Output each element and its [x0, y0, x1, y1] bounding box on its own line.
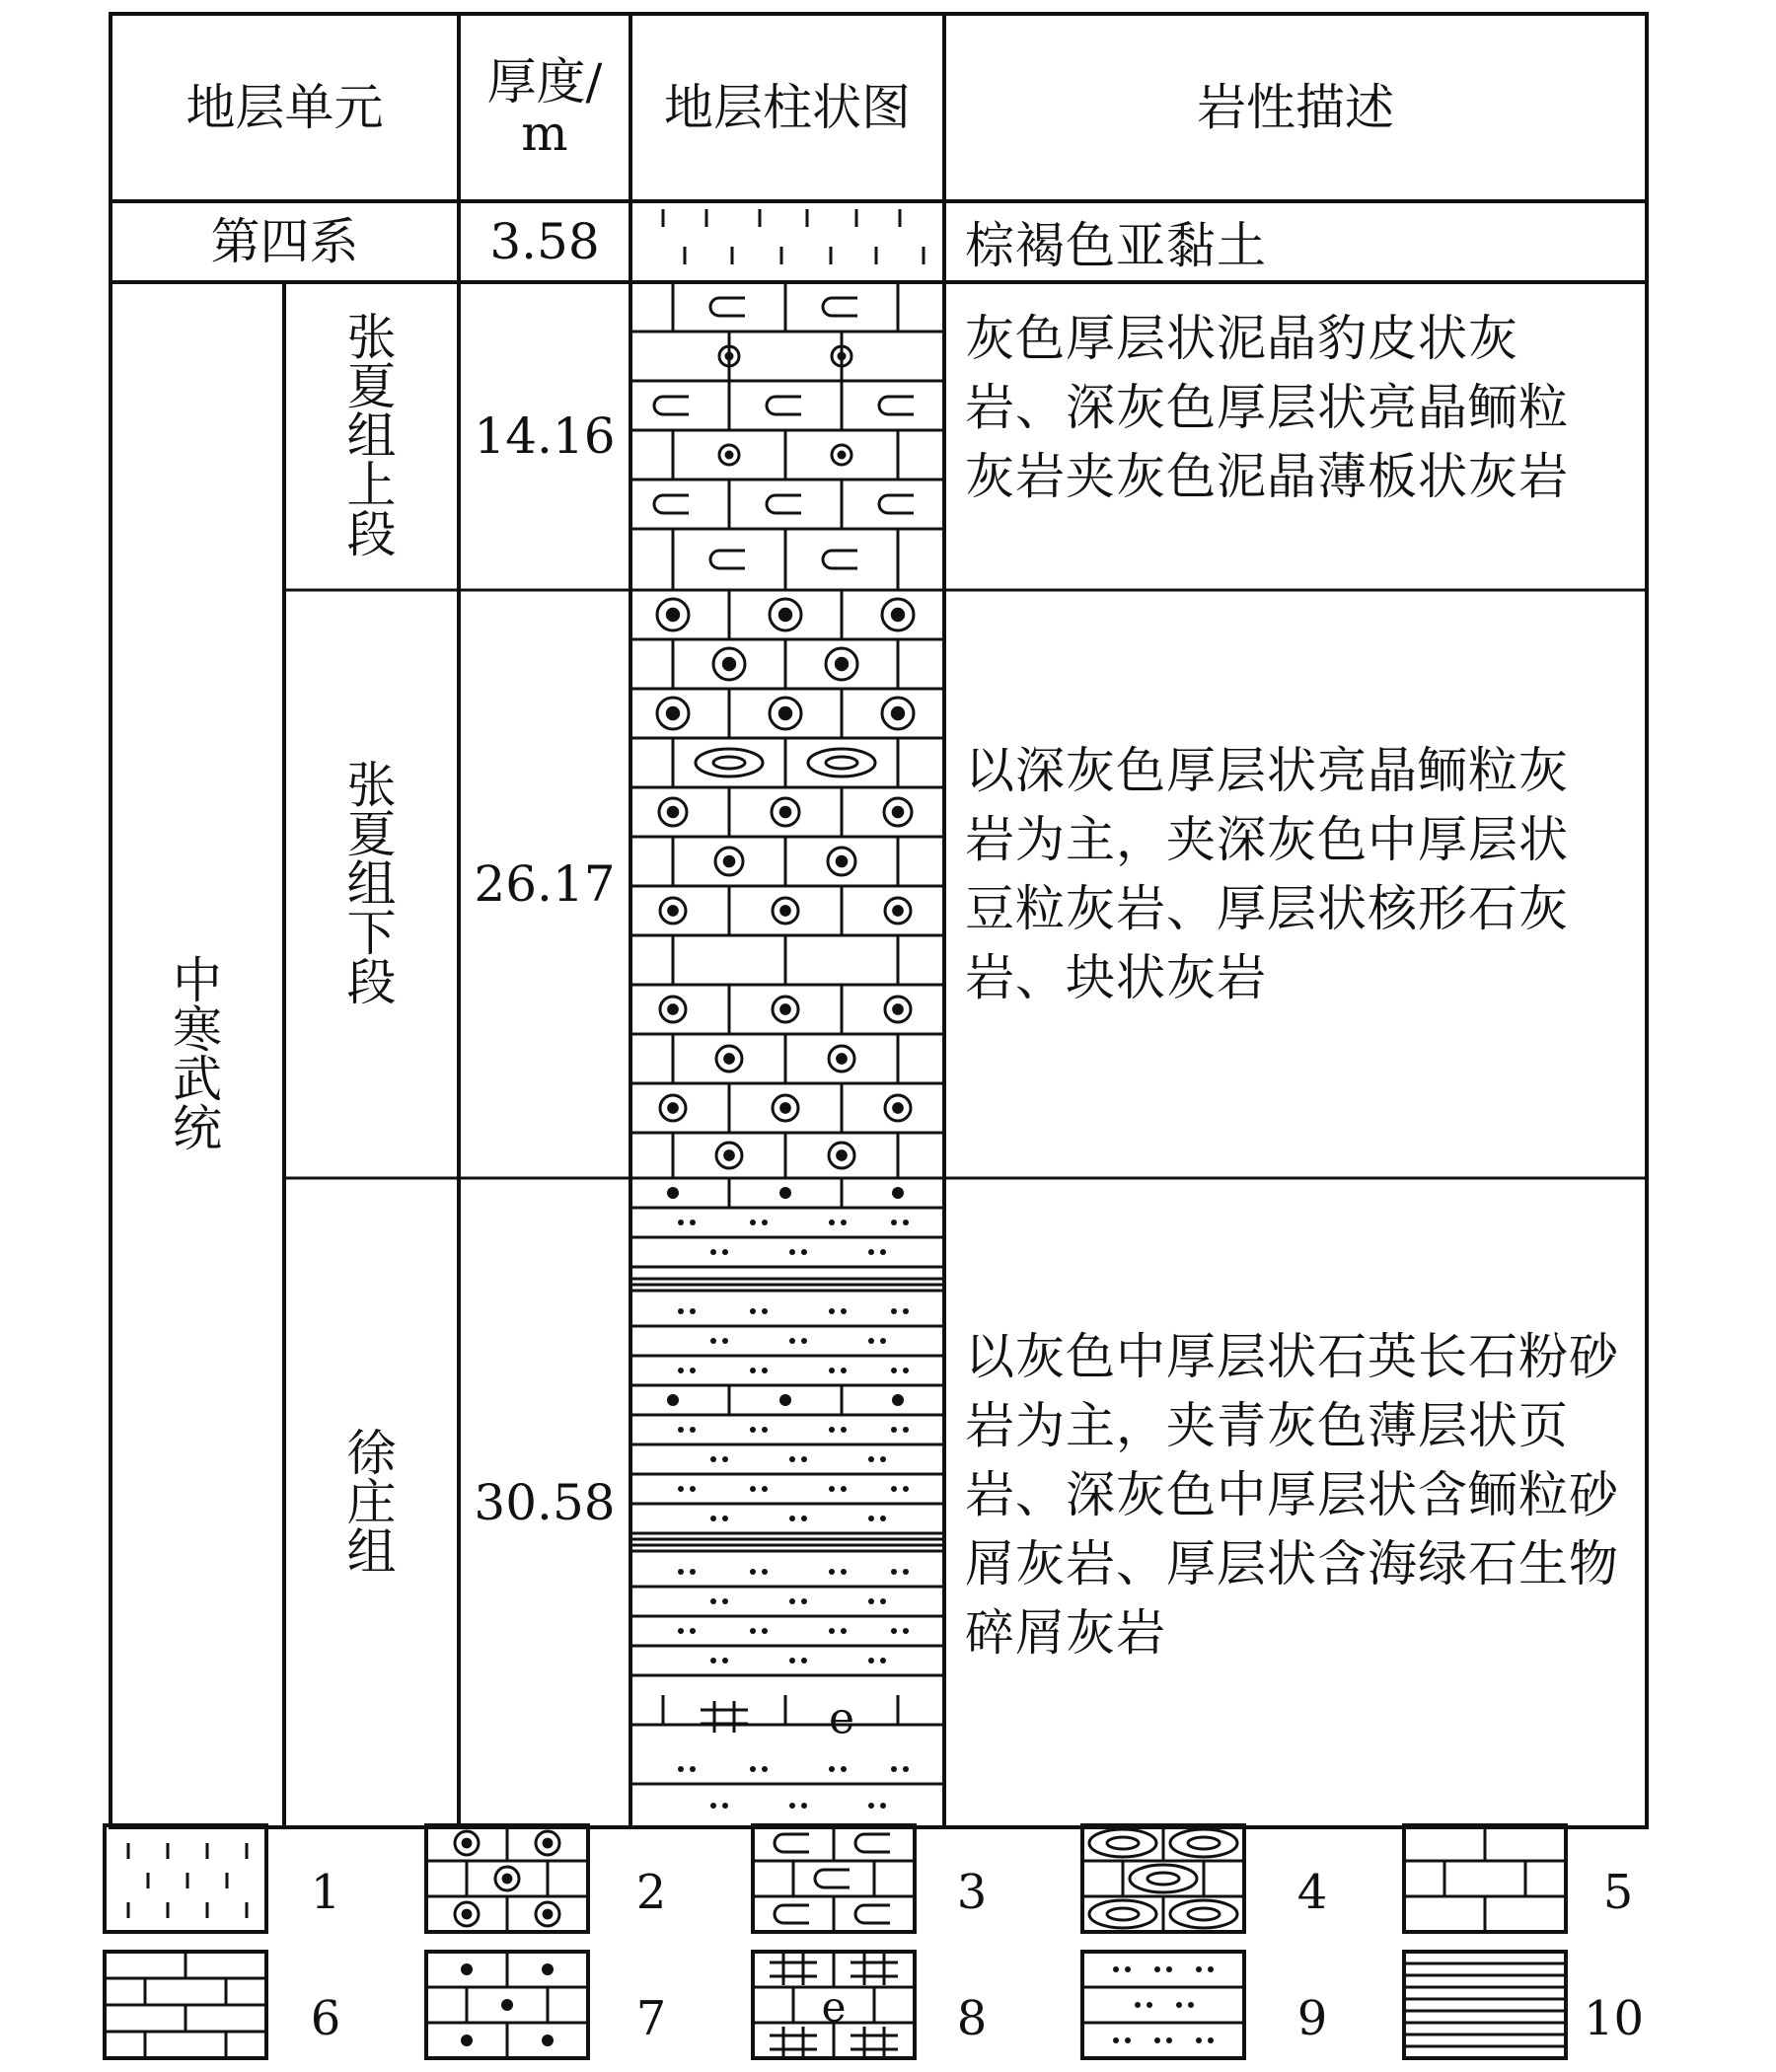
ooid-core [725, 352, 734, 361]
quaternary-pattern [663, 209, 924, 264]
ooid-core [838, 451, 847, 460]
silt-dot [750, 1766, 756, 1772]
silt-dot [750, 1220, 756, 1225]
argillaceous-symbol [823, 298, 857, 316]
silt-dot [678, 1427, 684, 1433]
unit-zhangxia-upper [284, 282, 459, 590]
silt-dot [1125, 2037, 1131, 2043]
glauconite-symbol [701, 1701, 748, 1733]
argillaceous-symbol [879, 495, 914, 513]
argillaceous-symbol [710, 551, 745, 568]
silt-dot [841, 1766, 847, 1772]
silt-dot [880, 1338, 886, 1344]
legend-dot [542, 2035, 554, 2046]
zhangxia-upper-char: 夏 [346, 358, 397, 415]
ooid-core [779, 905, 791, 917]
legend-dot [461, 1963, 473, 1975]
legend-number-3: 3 [956, 1865, 988, 1920]
argillaceous-symbol [823, 551, 857, 568]
silt-dot [690, 1308, 696, 1314]
silt-dot [903, 1220, 909, 1225]
silt-dot [801, 1456, 807, 1462]
silt-dot [829, 1766, 835, 1772]
ooid-core [891, 706, 905, 720]
silt-dot [841, 1569, 847, 1575]
description-quaternary: 棕褐色亚黏土 [965, 217, 1267, 274]
legend-argillaceous [855, 1834, 890, 1852]
silt-dot [762, 1308, 768, 1314]
silt-dot [762, 1766, 768, 1772]
silt-dot [762, 1427, 768, 1433]
silt-dot [903, 1569, 909, 1575]
silt-dot [801, 1249, 807, 1255]
silt-dot [710, 1658, 716, 1664]
oncolite-core [1188, 1908, 1220, 1920]
silt-dot [750, 1427, 756, 1433]
silt-dot [750, 1368, 756, 1373]
legend-number-4: 4 [1296, 1865, 1328, 1920]
silt-dot [1208, 2037, 1214, 2043]
argillaceous-symbol [654, 397, 689, 414]
header-unit: 地层单元 [185, 78, 384, 136]
ooid-core [835, 657, 849, 671]
zhangxia-upper-char: 组 [346, 407, 397, 465]
silt-dot [880, 1516, 886, 1521]
xuzhuang-char: 组 [346, 1523, 397, 1581]
zhangxia-upper-char: 张 [346, 309, 397, 366]
legend-oncolite [1130, 1865, 1197, 1892]
silt-dot [801, 1803, 807, 1809]
legend-number-9: 9 [1296, 1991, 1328, 2046]
oncolite-core [1107, 1908, 1139, 1920]
ooid-core [725, 451, 734, 460]
header-column: 地层柱状图 [664, 78, 911, 136]
ooid-core [462, 1909, 473, 1920]
grain-dot [667, 1187, 679, 1199]
silt-dot [880, 1598, 886, 1604]
silt-dot [891, 1486, 897, 1492]
silt-dot [829, 1427, 835, 1433]
xuzhuang-char: 庄 [346, 1474, 397, 1531]
silt-dot [903, 1766, 909, 1772]
legend-argillaceous [855, 1905, 890, 1923]
lithology-column [630, 209, 944, 1827]
silt-dot [868, 1338, 874, 1344]
oncolite-core [826, 757, 857, 769]
silt-dot [722, 1803, 728, 1809]
silt-dot [710, 1456, 716, 1462]
zhangxia-upper-char: 上 [346, 457, 397, 514]
silt-dot [880, 1456, 886, 1462]
silt-dot [801, 1658, 807, 1664]
zhangxia-lower-char: 段 [346, 954, 397, 1011]
silt-dot [841, 1368, 847, 1373]
silt-dot [690, 1427, 696, 1433]
ooid-core [666, 608, 680, 622]
silt-dot [678, 1486, 684, 1492]
ooid-core [779, 1003, 791, 1015]
silt-dot [891, 1628, 897, 1634]
silt-dot [789, 1249, 795, 1255]
silt-dot [750, 1486, 756, 1492]
argillaceous-symbol [879, 397, 914, 414]
oncolite-core [1147, 1873, 1179, 1885]
zhangxia-lower-char: 下 [346, 905, 397, 962]
grain-dot [667, 1394, 679, 1406]
ooid-core [543, 1909, 554, 1920]
ooid-core [892, 1003, 904, 1015]
legend-box-9 [1082, 1952, 1244, 2058]
silt-dot [789, 1598, 795, 1604]
series-char: 武 [173, 1051, 222, 1108]
silt-dot [690, 1569, 696, 1575]
ooid-core [892, 806, 905, 819]
oncolite-core [713, 757, 745, 769]
thickness-quaternary: 3.58 [489, 212, 600, 270]
ooid-core [892, 1102, 904, 1114]
ooid-core [836, 1053, 848, 1065]
legend-number-6: 6 [310, 1991, 341, 2046]
description-zhangxia-upper: 灰色厚层状泥晶豹皮状灰岩、深灰色厚层状亮晶鲕粒灰岩夹灰色泥晶薄板状灰岩 [965, 310, 1569, 505]
silt-dot [690, 1766, 696, 1772]
silt-dot [789, 1516, 795, 1521]
legend-glauconite-letter: e [821, 1982, 847, 2032]
silt-dot [1125, 1966, 1131, 1972]
ooid-core [723, 855, 736, 868]
silt-dot [710, 1338, 716, 1344]
silt-dot [690, 1368, 696, 1373]
thickness-zhangxia-lower: 26.17 [474, 854, 616, 913]
silt-dot [829, 1368, 835, 1373]
silt-dot [880, 1249, 886, 1255]
silt-dot [690, 1486, 696, 1492]
silt-dot [1166, 1966, 1172, 1972]
silt-dot [868, 1658, 874, 1664]
silt-dot [762, 1628, 768, 1634]
silt-dot [678, 1368, 684, 1373]
description-xuzhuang: 以灰色中厚层状石英长石粉砂岩为主，夹青灰色薄层状页岩、深灰色中厚层状含鲕粒砂屑灰岩、厚层状含海绿石生物碎屑灰岩 [965, 1328, 1619, 1662]
silt-dot [891, 1427, 897, 1433]
legend-oncolite [1089, 1900, 1156, 1928]
silt-dot [801, 1516, 807, 1521]
zhangxia-upper-char: 段 [346, 506, 397, 563]
silt-dot [1154, 2037, 1160, 2043]
silt-dot [841, 1427, 847, 1433]
oncolite-core [1188, 1837, 1220, 1849]
description-zhangxia-lower: 以深灰色厚层状亮晶鲕粒灰岩为主，夹深灰色中厚层状豆粒灰岩、厚层状核形石灰岩、块状灰岩 [965, 742, 1569, 1006]
argillaceous-symbol [654, 495, 689, 513]
ooid-core [723, 1149, 735, 1161]
silt-dot [868, 1803, 874, 1809]
silt-dot [789, 1803, 795, 1809]
legend-dot [542, 1963, 554, 1975]
silt-dot [829, 1308, 835, 1314]
oncolite-symbol [808, 749, 875, 777]
silt-dot [1166, 2037, 1172, 2043]
ooid-core [779, 806, 792, 819]
silt-dot [762, 1486, 768, 1492]
thickness-zhangxia-upper: 14.16 [474, 407, 616, 465]
silt-dot [829, 1628, 835, 1634]
ooid-core [891, 608, 905, 622]
silt-dot [880, 1658, 886, 1664]
silt-dot [891, 1220, 897, 1225]
silt-dot [722, 1456, 728, 1462]
ooid-core [778, 608, 792, 622]
series-char: 中 [173, 952, 222, 1009]
series-char: 寒 [173, 1001, 222, 1059]
grain-dot [779, 1394, 791, 1406]
legend-number-7: 7 [635, 1991, 667, 2046]
silt-dot [750, 1628, 756, 1634]
silt-dot [868, 1516, 874, 1521]
silt-dot [722, 1338, 728, 1344]
silt-dot [710, 1516, 716, 1521]
silt-dot [762, 1569, 768, 1575]
ooid-core [667, 806, 680, 819]
silt-dot [722, 1598, 728, 1604]
silt-dot [789, 1456, 795, 1462]
silt-dot [903, 1427, 909, 1433]
legend-number-5: 5 [1602, 1865, 1634, 1920]
silt-dot [678, 1766, 684, 1772]
silt-dot [1196, 1966, 1202, 1972]
unit-zhangxia-lower [284, 590, 459, 1178]
legend-glauconite [770, 2027, 817, 2058]
ooid-core [779, 1102, 791, 1114]
silt-dot [1208, 1966, 1214, 1972]
silt-dot [1135, 2002, 1141, 2008]
silt-dot [1113, 2037, 1119, 2043]
header-description: 岩性描述 [1197, 78, 1394, 136]
ooid-core [836, 855, 849, 868]
silt-dot [891, 1368, 897, 1373]
silt-dot [841, 1486, 847, 1492]
argillaceous-symbol [767, 397, 801, 414]
silt-dot [1196, 2037, 1202, 2043]
legend-oncolite [1170, 1900, 1237, 1928]
silt-dot [868, 1598, 874, 1604]
silt-dot [789, 1338, 795, 1344]
ooid-core [722, 657, 736, 671]
legend-dot [501, 1999, 513, 2011]
ooid-core [723, 1053, 735, 1065]
silt-dot [722, 1249, 728, 1255]
silt-dot [1176, 2002, 1182, 2008]
legend-number-2: 2 [635, 1865, 667, 1920]
silt-dot [841, 1308, 847, 1314]
xuzhuang-pattern [630, 1178, 944, 1827]
legend-glauconite [851, 2027, 898, 2058]
ooid-core [502, 1874, 513, 1885]
silt-dot [903, 1486, 909, 1492]
xuzhuang-char: 徐 [346, 1425, 397, 1482]
silt-dot [903, 1368, 909, 1373]
ooid-core [838, 352, 847, 361]
ooid-core [778, 706, 792, 720]
silt-dot [891, 1766, 897, 1772]
legend-oncolite [1170, 1829, 1237, 1857]
silt-dot [841, 1220, 847, 1225]
silt-dot [868, 1249, 874, 1255]
zhangxia-lower-char: 夏 [346, 806, 397, 863]
silt-dot [801, 1338, 807, 1344]
oncolite-symbol [696, 749, 763, 777]
silt-dot [678, 1628, 684, 1634]
legend-dot [461, 2035, 473, 2046]
silt-dot [891, 1569, 897, 1575]
silt-dot [1147, 2002, 1152, 2008]
silt-dot [678, 1569, 684, 1575]
ooid-core [836, 1149, 848, 1161]
silt-dot [903, 1628, 909, 1634]
glauconite-letter: e [828, 1693, 855, 1744]
silt-dot [690, 1628, 696, 1634]
zhangxia-lower-char: 组 [346, 855, 397, 913]
argillaceous-symbol [767, 495, 801, 513]
legend-box-10 [1404, 1952, 1566, 2058]
silt-dot [829, 1220, 835, 1225]
legend-glauconite [770, 1954, 817, 1985]
ooid-core [462, 1838, 473, 1849]
silt-dot [722, 1516, 728, 1521]
ooid-core [892, 905, 904, 917]
silt-dot [710, 1803, 716, 1809]
unit-quaternary: 第四系 [210, 212, 359, 270]
ooid-core [666, 706, 680, 720]
series-middle-cambrian [111, 282, 284, 1827]
zhangxia-lower-pattern [630, 590, 944, 1178]
silt-dot [762, 1220, 768, 1225]
silt-dot [678, 1308, 684, 1314]
silt-dot [841, 1628, 847, 1634]
silt-dot [801, 1598, 807, 1604]
legend-number-10: 10 [1584, 1991, 1645, 2046]
silt-dot [1113, 1966, 1119, 1972]
legend-number-8: 8 [956, 1991, 988, 2046]
ooid-core [667, 1102, 679, 1114]
oncolite-core [1107, 1837, 1139, 1849]
legend-glauconite [851, 1954, 898, 1985]
silt-dot [1188, 2002, 1194, 2008]
grain-dot [892, 1394, 904, 1406]
silt-dot [678, 1220, 684, 1225]
silt-dot [829, 1569, 835, 1575]
silt-dot [1154, 1966, 1160, 1972]
ooid-core [667, 1003, 679, 1015]
header-thickness: 厚度/ m [486, 52, 603, 162]
silt-dot [868, 1456, 874, 1462]
legend-argillaceous [815, 1870, 850, 1887]
grain-dot [779, 1187, 791, 1199]
silt-dot [903, 1308, 909, 1314]
legend-oncolite [1089, 1829, 1156, 1857]
silt-dot [891, 1308, 897, 1314]
silt-dot [762, 1368, 768, 1373]
silt-dot [710, 1249, 716, 1255]
silt-dot [789, 1658, 795, 1664]
silt-dot [690, 1220, 696, 1225]
ooid-core [543, 1838, 554, 1849]
silt-dot [829, 1486, 835, 1492]
silt-dot [880, 1803, 886, 1809]
unit-xuzhuang [284, 1178, 459, 1827]
zhangxia-upper-pattern [630, 282, 944, 590]
thickness-xuzhuang: 30.58 [474, 1473, 616, 1531]
ooid-core [667, 905, 679, 917]
series-char: 统 [173, 1100, 222, 1157]
grain-dot [892, 1187, 904, 1199]
silt-dot [722, 1658, 728, 1664]
legend-argillaceous [775, 1905, 809, 1923]
silt-dot [750, 1308, 756, 1314]
legend-argillaceous [775, 1834, 809, 1852]
silt-dot [710, 1598, 716, 1604]
silt-dot [750, 1569, 756, 1575]
zhangxia-lower-char: 张 [346, 757, 397, 814]
legend-number-1: 1 [310, 1865, 341, 1920]
argillaceous-symbol [710, 298, 745, 316]
